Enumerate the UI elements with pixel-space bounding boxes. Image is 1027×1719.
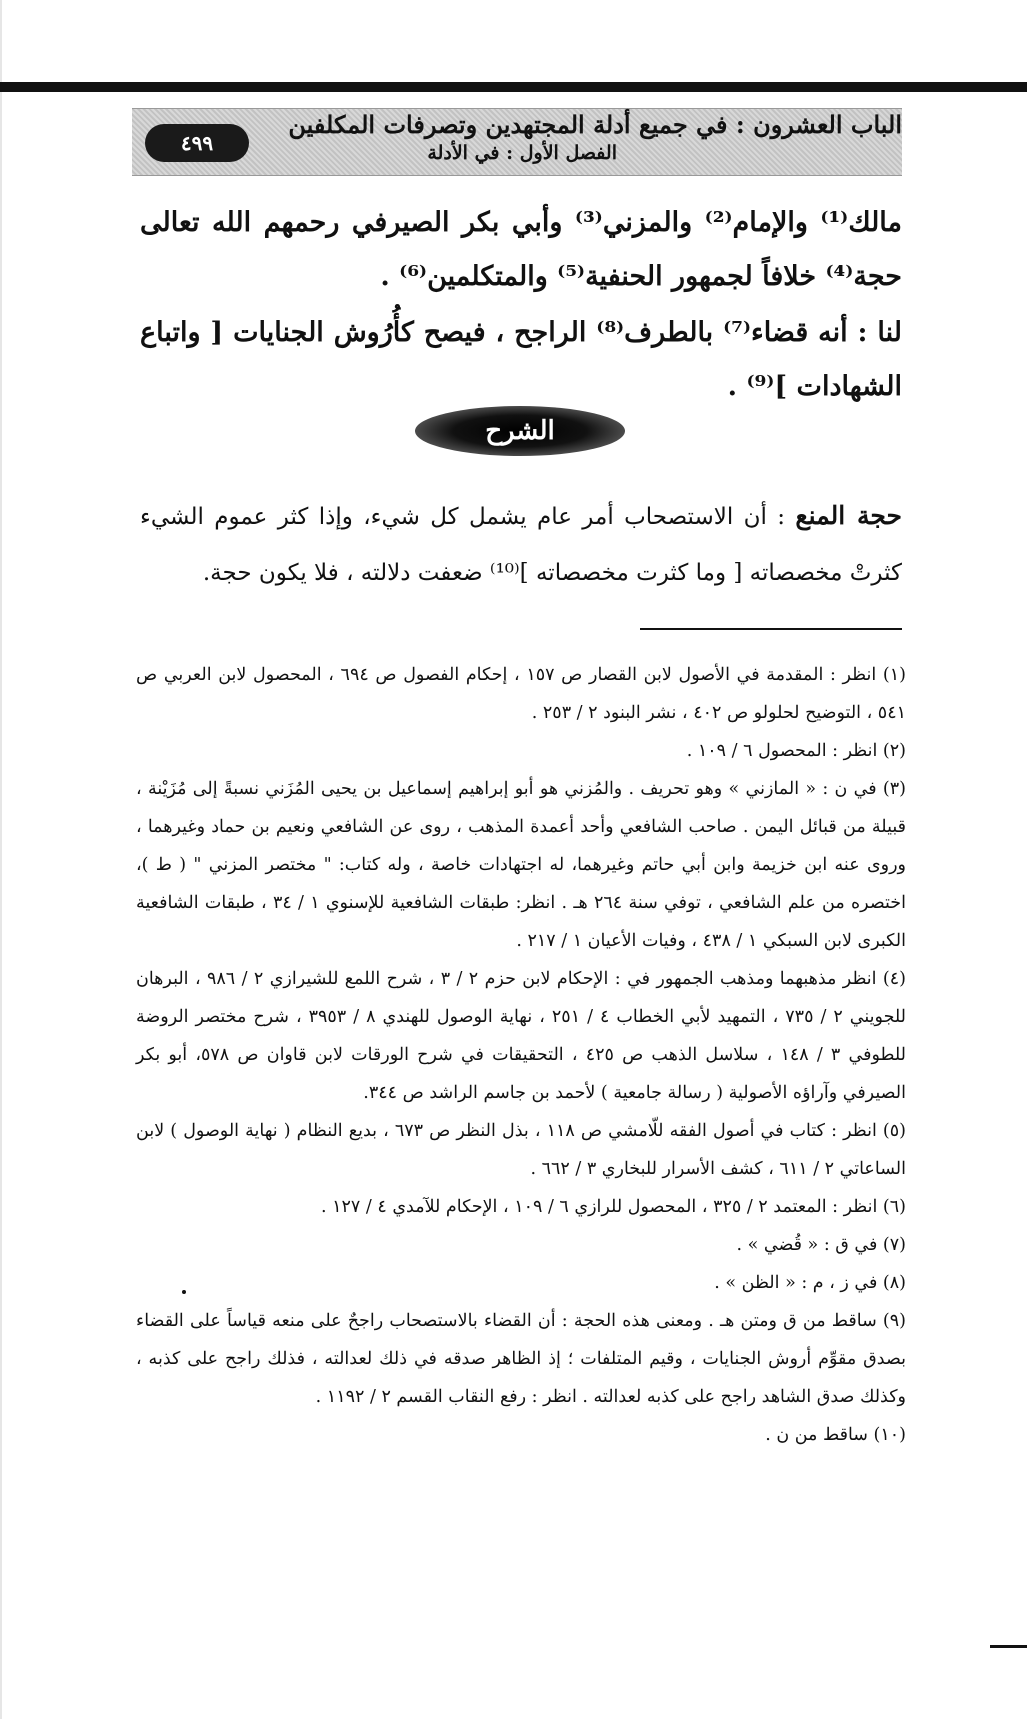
sharh-body: : أن الاستصحاب أمر عام يشمل كل شيء، وإذا كثر عموم الشيء كثرتْ مخصصاته [ وما كثرت مخصصاته ]⁽¹⁰⁾ ضعفت دلالته ، فلا يكون حجة. [140, 504, 902, 586]
footnote-3: (٣) في ن : « المازني » وهو تحريف . والمُزني هو أبو إبراهيم إسماعيل بن يحيى المُزَني نسبةً إلى مُزَيْنة ، قبيلة من قبائل اليمن . صاحب الشافعي وأحد أعمدة المذهب ، روى عن الشافعي ونعيم بن حماد وغيرهما ، وروى عنه ابن خزيمة وابن أبي حاتم وغيرهما، له اجتهادات خاصة ، وله كتاب: " مختصر المزني " ( ط )، اختصره من علم الشافعي ، توفي سنة ٢٦٤ هـ . انظر: طبقات الشافعية للإسنوي ١ / ٣٤ ، طبقات الشافعية الكبرى لابن السبكي ١ / ٤٣٨ ، وفيات الأعيان ١ / ٢١٧ . [136, 779, 906, 951]
footnote-6: (٦) انظر : المعتمد ٢ / ٣٢٥ ، المحصول للرازي ٦ / ١٠٩ ، الإحكام للآمدي ٤ / ١٢٧ . [320, 1197, 906, 1217]
footnote-5: (٥) انظر : كتاب في أصول الفقه للّامشي ص ١١٨ ، بذل النظر ص ٦٧٣ ، بديع النظام ( نهاية الوصول ) لابن الساعاتي ٢ / ٦١١ ، كشف الأسرار للبخاري ٣ / ٦٦٢ . [136, 1121, 906, 1179]
matn-paragraph-2: لنا : أنه قضاء⁽⁷⁾ بالطرف⁽⁸⁾ الراجح ، فيصح كأُرُوش الجنايات [ واتباع الشهادات ]⁽⁹⁾ . [140, 317, 902, 402]
footnote-1: (١) انظر : المقدمة في الأصول لابن القصار ص ١٥٧ ، إحكام الفصول ص ٦٩٤ ، المحصول لابن العربي ص ٥٤١ ، التوضيح لحلولو ص ٤٠٢ ، نشر البنود ٢ / ٢٥٣ . [136, 665, 906, 723]
chapter-title: الباب العشرون : في جميع أدلة المجتهدين وتصرفات المكلفين [288, 110, 902, 139]
footnotes [136, 656, 906, 1454]
matn-paragraph-1: مالك⁽¹⁾ والإمام⁽²⁾ والمزني⁽³⁾ وأبي بكر الصيرفي رحمهم الله تعالى حجة⁽⁴⁾ خلافاً لجمهور الحنفية⁽⁵⁾ والمتكلمين⁽⁶⁾ . [140, 207, 902, 292]
scan-mark [990, 1645, 1027, 1648]
footnote-9: (٩) ساقط من ق ومتن هـ . ومعنى هذه الحجة : أن القضاء بالاستصحاب راجحٌ على منعه قياساً على القضاء بصدق مقوِّم أروش الجنايات ، وقيم المتلفات ؛ إذ الظاهر صدقه في ذلك لعدالته ، فذلك راجح على كذبه ، وكذلك صدق الشاهد راجح على كذبه لعدالته . انظر : رفع النقاب القسم ٢ / ١١٩٢ . [136, 1311, 906, 1407]
footnote-4: (٤) انظر مذهبهما ومذهب الجمهور في : الإحكام لابن حزم ٢ / ٣ ، شرح اللمع للشيرازي ٢ / ٩٨٦ ، البرهان للجويني ٢ / ٧٣٥ ، التمهيد لأبي الخطاب ٤ / ٢٥١ ، نهاية الوصول للهندي ٨ / ٣٩٥٣ ، شرح مختصر الروضة للطوفي ٣ / ١٤٨ ، سلاسل الذهب ص ٤٢٥ ، التحقيقات في شرح الورقات لابن قاوان ص ٥٧٨، أبو بكر الصيرفي وآراؤه الأصولية ( رسالة جامعية ) لأحمد بن جاسم الراشد ص ٣٤٤. [136, 969, 906, 1103]
sharh-lead: حجة المنع [795, 501, 902, 530]
top-rule [0, 82, 1027, 92]
sharh-paragraph [140, 488, 902, 601]
footnote-7: (٧) في ق : « قُضي » . [736, 1235, 906, 1255]
footnote-divider [640, 628, 902, 630]
page-number-badge: ٤٩٩ [145, 124, 249, 162]
footnote-2: (٢) انظر : المحصول ٦ / ١٠٩ . [686, 741, 906, 761]
footnote-8: (٨) في ز ، م : « الظن » . [714, 1273, 906, 1293]
footnote-10: (١٠) ساقط من ن . [765, 1425, 906, 1445]
scan-speck [182, 1290, 186, 1294]
section-title: الفصل الأول : في الأدلة [427, 142, 617, 164]
scan-edge [0, 0, 2, 1719]
sharh-heading: الشرح [415, 406, 625, 456]
